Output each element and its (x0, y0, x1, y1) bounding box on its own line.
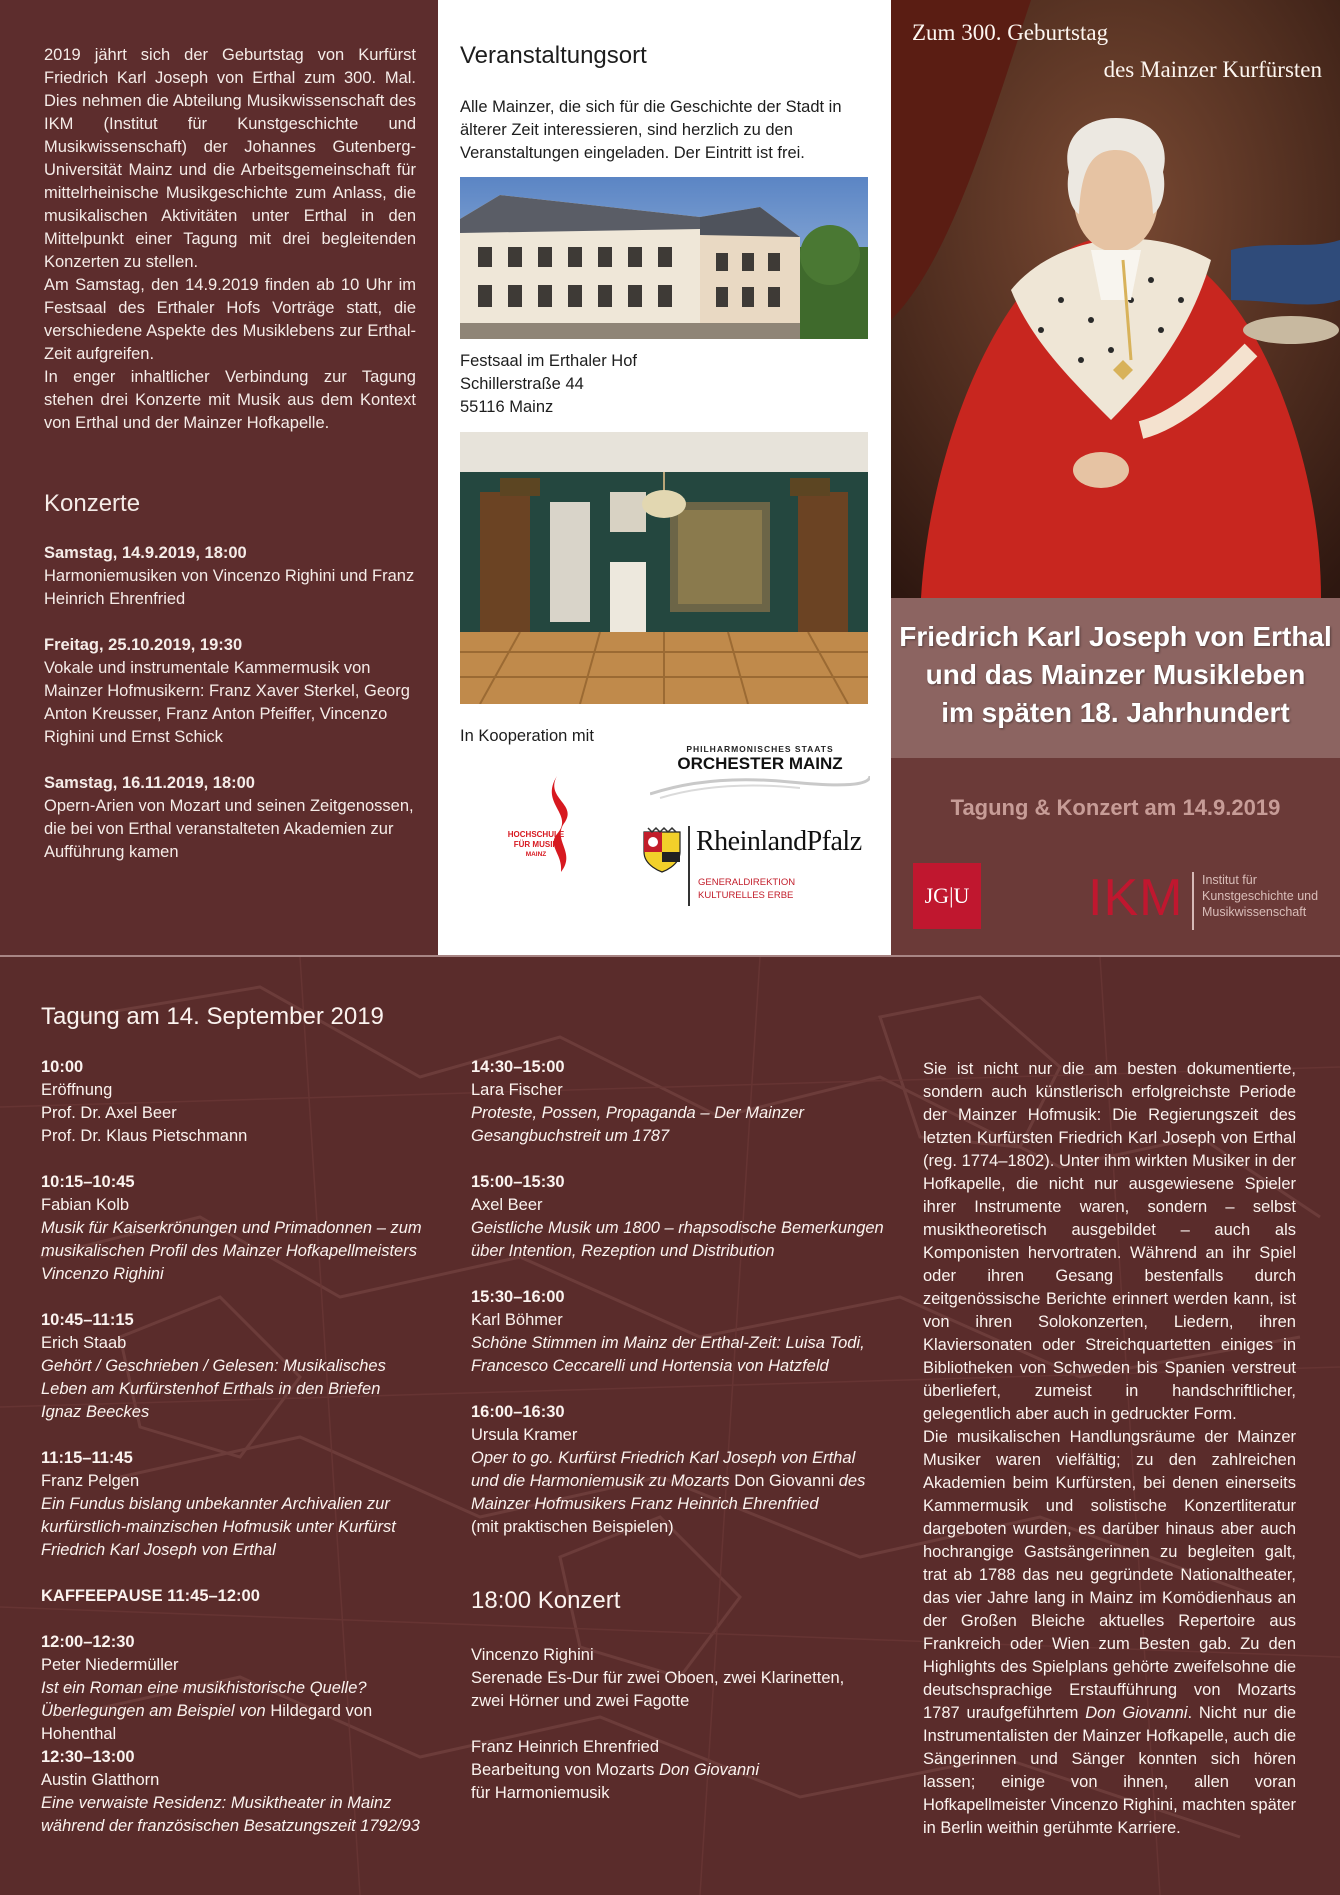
concert-item (44, 634, 416, 749)
rlp-coat-of-arms-icon (642, 826, 682, 874)
concert-item (44, 772, 416, 864)
event-subtitle: Tagung & Konzert am 14.9.2019 (950, 795, 1281, 820)
talk-speaker: Franz Pelgen (41, 1472, 140, 1490)
talk-speaker: Austin Glatthorn (41, 1771, 160, 1789)
talk-item (471, 1171, 891, 1263)
orchestra-logo-name: ORCHESTER MAINZ (677, 754, 843, 773)
talk-item (41, 1056, 441, 1148)
concert-description: Harmoniemusiken von Vincenzo Righini und Franz Heinrich Ehrenfried (44, 567, 415, 608)
main-title-line: Friedrich Karl Joseph von Erthal (899, 621, 1332, 652)
talk-speaker: Eröffnung (41, 1081, 113, 1099)
talk-speaker: Axel Beer (471, 1196, 543, 1214)
ikm-text-line: Kunstgeschichte und (1202, 889, 1319, 903)
talk-item (41, 1309, 441, 1424)
hochschule-text: MAINZ (525, 851, 547, 858)
talk-speaker: Ursula Kramer (471, 1426, 578, 1444)
talk-time: 11:15–11:45 (41, 1449, 133, 1467)
talk-title: Ein Fundus bislang unbekannter Archivalien zur kurfürstlich-mainzischen Hofmusik unter Kurfürst Friedrich Karl Joseph von Erthal (41, 1495, 396, 1559)
talk-time: 16:00–16:30 (471, 1403, 565, 1421)
talk-note: (mit praktischen Beispielen) (471, 1518, 674, 1536)
essay-opera-title: Don Giovanni (1085, 1704, 1188, 1722)
festsaal-photo (460, 432, 868, 704)
talk-title-opera: Don Giovanni (729, 1472, 835, 1490)
concerts-heading: Konzerte (44, 490, 141, 517)
talk-item (41, 1171, 441, 1286)
talk-time: 10:00 (41, 1058, 84, 1076)
hochschule-logo (503, 774, 593, 874)
concert-date: Samstag, 14.9.2019, 18:00 (44, 544, 247, 562)
talk-title: Geistliche Musik um 1800 – rhapsodische Bemerkungen über Intention, Rezeption und Distribution (471, 1219, 884, 1260)
rlp-divider (688, 826, 690, 906)
address-line: 55116 Mainz (460, 398, 554, 416)
program-composer: Vincenzo Righini (471, 1646, 594, 1664)
konzert-heading: 18:00 Konzert (471, 1587, 621, 1614)
hochschule-text: FÜR MUSIK (513, 840, 559, 849)
ikm-text-line: Institut für (1202, 873, 1257, 887)
tagung-heading: Tagung am 14. September 2019 (41, 1003, 384, 1030)
ikm-institute-name (1202, 872, 1332, 920)
venue-description: Alle Mainzer, die sich für die Geschichte der Stadt in älterer Zeit interessieren, sind herzlich zu den Veranstaltungen eingeladen. Der Eintritt ist frei. (460, 98, 842, 162)
program-work: Bearbeitung von Mozarts (471, 1761, 660, 1779)
talk-title: Gehört / Geschrieben / Gelesen: Musikalisches Leben am Kurfürstenhof Erthals in den Briefen Ignaz Beeckes (41, 1357, 386, 1421)
main-title-line: im späten 18. Jahrhundert (941, 697, 1290, 728)
talk-title: Proteste, Possen, Propaganda – Der Mainzer Gesangbuchstreit um 1787 (471, 1104, 804, 1145)
banner-line-2: des Mainzer Kurfürsten (1103, 57, 1322, 82)
rlp-subtext-line: GENERALDIREKTION (698, 877, 796, 888)
concert-date: Freitag, 25.10.2019, 19:30 (44, 636, 243, 654)
talk-item (471, 1401, 891, 1539)
talk-title: Oper to go. Kurfürst Friedrich Karl Joseph von Erthal und die Harmoniemusik zu Mozarts (471, 1449, 856, 1490)
erthaler-hof-photo (460, 177, 868, 339)
essay-text: Die musikalischen Handlungsräume der Mainzer Musiker waren vielfältig; zu den zahlreichen Akademien beim Kurfürsten, bei denen einerseits Kammermusik und solistische Konzertliteratur dargeboten wurden, es darüber hinaus aber auch hochrangige Gastsängerinnen zu begleiten galt, trat ab 1788 das neu gegründete Nationaltheater, das vier Jahre lang in Mainz im Komödienhaus an der Großen Bleiche aktuelles Repertoire aus Frankreich oder Wien zum Besten gab. Zu den Highlights des Spielplans gehörte zweifelsohne die deutschsprachige Erstaufführung von Mozarts 1787 uraufgeführtem (923, 1428, 1296, 1722)
talk-title: Musik für Kaiserkrönungen und Primadonnen – zum musikalischen Profil des Mainzer Hofkapellmeisters Vincenzo Righini (41, 1219, 422, 1283)
hochschule-text: HOCHSCHULE (507, 830, 565, 839)
talk-time: 15:30–16:00 (471, 1288, 565, 1306)
talk-title: des Mainzer Hofmusikers Franz Heinrich Ehrenfried (471, 1472, 866, 1513)
concert-program (471, 1644, 891, 1805)
talk-item (41, 1746, 441, 1838)
essay-paragraph-2 (923, 1426, 1296, 1840)
talk-title: Eine verwaiste Residenz: Musiktheater in Mainz während der französischen Besatzungszeit 1792/93 (41, 1794, 420, 1835)
talk-item (41, 1447, 441, 1562)
orchestra-logo (650, 744, 870, 805)
talk-speaker: Prof. Dr. Axel Beer (41, 1104, 177, 1122)
talk-time: 10:15–10:45 (41, 1173, 135, 1191)
program-work-opera: Don Giovanni (659, 1761, 760, 1779)
cooperation-label: In Kooperation mit (460, 727, 594, 745)
program-work: für Harmoniemusik (471, 1784, 610, 1802)
talk-title: Schöne Stimmen im Mainz der Erthal-Zeit: Luisa Todi, Francesco Ceccarelli und Hortensia von Hatzfeld (471, 1334, 865, 1375)
program-work: Serenade Es-Dur für zwei Oboen, zwei Klarinetten, zwei Hörner und zwei Fagotte (471, 1669, 845, 1710)
talk-speaker: Peter Niedermüller (41, 1656, 179, 1674)
talk-speaker: Karl Böhmer (471, 1311, 563, 1329)
essay-paragraph-1: Sie ist nicht nur die am besten dokumentierte, sondern auch künstlerisch erfolgreichste Periode der Mainzer Hofmusik: Die Regierungszeit des letzten Kurfürsten Friedrich Karl Joseph von Erthal (reg. 1774–1802). Unter ihm wirkten Musiker in der Hofkapelle, die nicht nur ausgewiesene Spieler ihrer Instrumente waren, sondern – selbst musiktheoretisch ausgebildet – auch als Komponisten hervortraten. Während an ihr Spiel oder ihren Gesang bestenfalls durch zeitgenössische Berichte erinnert werden kann, ist von ihren Solokonzerten, Liedern, ihren Klaviersonaten oder Streichquartetten einiges in Bibliotheken von Schweden bis Spanien verstreut überliefert, zumeist in handschriftlicher, gelegentlich aber auch in gedruckter Form. (923, 1060, 1296, 1423)
talk-item (41, 1631, 441, 1746)
title-box (891, 598, 1340, 758)
talk-time: 10:45–11:15 (41, 1311, 134, 1329)
main-title (891, 618, 1340, 732)
ikm-divider (1192, 872, 1194, 930)
talk-speaker: Lara Fischer (471, 1081, 563, 1099)
program-composer: Franz Heinrich Ehrenfried (471, 1738, 659, 1756)
jgu-logo: JG|U (913, 863, 981, 929)
talk-speaker: Prof. Dr. Klaus Pietschmann (41, 1127, 248, 1145)
concert-description: Vokale und instrumentale Kammermusik von Mainzer Hofmusikern: Franz Xaver Sterkel, Georg Anton Kreusser, Franz Anton Pfeiffer, Vincenzo Righini und Ernst Schick (44, 659, 410, 746)
orchestra-swoosh-icon (650, 774, 870, 800)
talk-item (471, 1286, 891, 1378)
main-title-line: und das Mainzer Musikleben (925, 659, 1306, 690)
ikm-text-line: Musikwissenschaft (1202, 905, 1307, 919)
talk-speaker: Erich Staab (41, 1334, 127, 1352)
address-line: Schillerstraße 44 (460, 375, 584, 393)
talk-speaker: Fabian Kolb (41, 1196, 130, 1214)
talk-time: 12:30–13:00 (41, 1748, 135, 1766)
talk-time: 14:30–15:00 (471, 1058, 565, 1076)
ikm-letters: IKM (1088, 869, 1184, 927)
coffee-break: KAFFEEPAUSE 11:45–12:00 (41, 1587, 260, 1605)
talk-title-wrap (471, 1447, 881, 1516)
talk-title-plain: Hildegard von Hohenthal (41, 1702, 373, 1743)
concert-item (44, 542, 416, 611)
intro-paragraph-3: In enger inhaltlicher Verbindung zur Tagung stehen drei Konzerte mit Musik aus dem Kontext von Erthal und der Mainzer Hofkapelle. (44, 368, 416, 432)
banner-line-1: Zum 300. Geburtstag (912, 20, 1109, 45)
portrait-painting (891, 0, 1340, 598)
venue-address (460, 350, 868, 419)
talk-title: Ist ein Roman eine musikhistorische Quelle? Überlegungen am Beispiel von (41, 1679, 367, 1720)
venue-heading: Veranstaltungsort (460, 42, 647, 69)
intro-paragraph-2: Am Samstag, den 14.9.2019 finden ab 10 Uhr im Festsaal des Erthaler Hofs Vorträge statt, die verschiedene Aspekte des Musiklebens zur Erthal-Zeit aufgreifen. (44, 276, 416, 363)
talk-title-wrap (41, 1677, 421, 1746)
talk-item (471, 1056, 891, 1148)
rlp-subtext (698, 876, 795, 902)
orchestra-logo-small-text: PHILHARMONISCHES STAATS (686, 744, 834, 754)
rlp-wordmark: RheinlandPfalz (696, 826, 862, 857)
address-line: Festsaal im Erthaler Hof (460, 352, 637, 370)
intro-paragraph-1: 2019 jährt sich der Geburtstag von Kurfürst Friedrich Karl Joseph von Erthal zum 300. Mal. Dies nehmen die Abteilung Musikwissenschaft des IKM (Institut für Kunstgeschichte und Musikwissenschaft) der Johannes Gutenberg-Universität Mainz und die Arbeitsgemeinschaft für mittelrheinische Musikgeschichte zum Anlass, die musikalischen Aktivitäten unter Erthal in den Mittelpunkt einer Tagung mit drei begleitenden Konzerten zu stellen. (44, 46, 416, 271)
ikm-logo (1088, 868, 1319, 928)
concert-date: Samstag, 16.11.2019, 18:00 (44, 774, 255, 792)
concert-description: Opern-Arien von Mozart und seinen Zeitgenossen, die bei von Erthal veranstalteten Akademien zur Aufführung kamen (44, 797, 414, 861)
rlp-subtext-line: KULTURELLES ERBE (698, 890, 794, 901)
talk-time: 12:00–12:30 (41, 1633, 135, 1651)
essay-text: . Nicht nur die Instrumentalisten der Mainzer Hofkapelle, auch die Sängerinnen und Sänger konnten sich hören lassen; einige von ihnen, allen voran Hofkapellmeister Vincenzo Righini, machten später in Berlin weithin gerühmte Karriere. (923, 1704, 1296, 1837)
talk-time: 15:00–15:30 (471, 1173, 565, 1191)
program-work-wrap (471, 1759, 891, 1782)
